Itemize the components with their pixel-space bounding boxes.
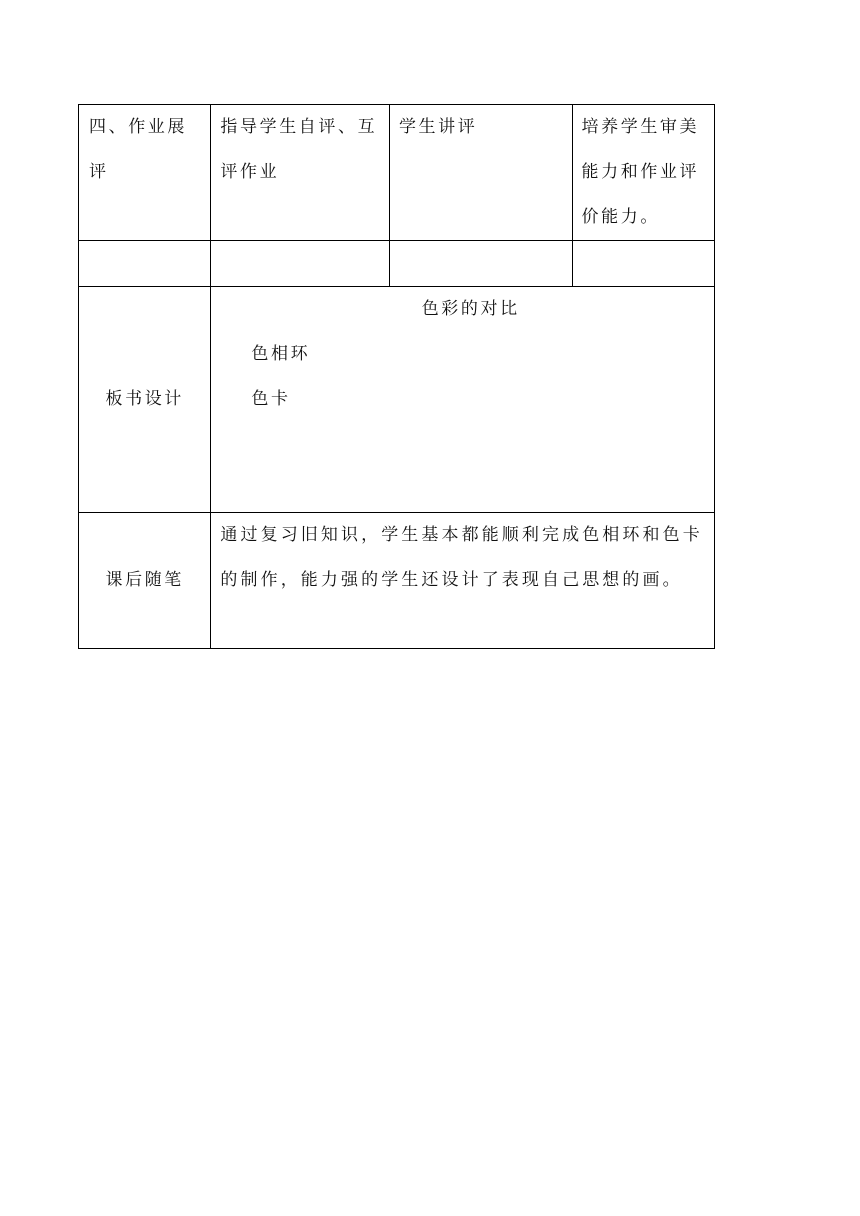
lesson-plan-table [78,104,715,649]
stage-cell [79,105,211,241]
empty-cell [389,241,572,287]
table-row-board-design [79,287,715,513]
student-activity-text: 学生讲评 [398,117,478,137]
design-intent-text: 培养学生审美能力和作业评价能力。 [581,117,700,227]
notes-label-cell [79,513,211,649]
board-design-item: 色相环 [251,344,311,364]
teacher-activity-cell [211,105,390,241]
board-design-label-cell [79,287,211,513]
notes-text: 通过复习旧知识，学生基本都能顺利完成色相环和色卡的制作，能力强的学生还设计了表现自己思想的画。 [220,525,703,590]
teacher-activity-text: 指导学生自评、互评作业 [220,117,378,182]
board-design-content [211,287,714,512]
board-design-label: 板书设计 [105,389,184,409]
stage-text: 四、作业展评 [89,117,187,182]
table-row-homework-review [79,105,715,241]
notes-label: 课后随笔 [105,570,184,590]
notes-content-cell [211,513,715,649]
empty-cell [79,241,211,287]
board-design-item: 色卡 [251,389,291,409]
board-design-title: 色彩的对比 [421,299,520,319]
student-activity-cell [389,105,572,241]
empty-cell [572,241,714,287]
empty-cell [211,241,390,287]
board-design-content-cell [211,287,715,513]
design-intent-cell [572,105,714,241]
table-row-empty [79,241,715,287]
table-row-after-class-notes [79,513,715,649]
